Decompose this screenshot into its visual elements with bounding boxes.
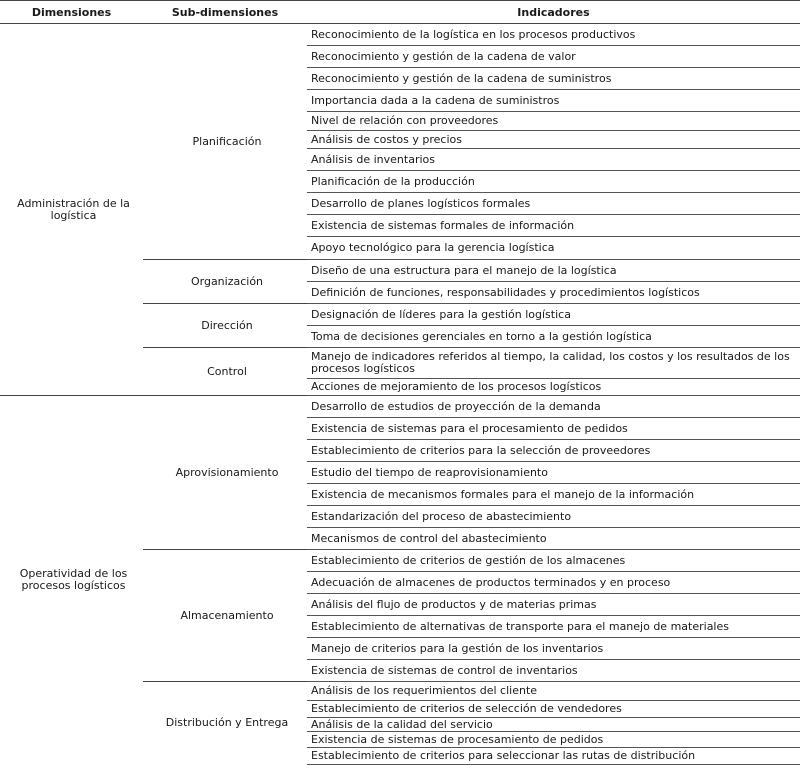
matrix-body [0, 24, 800, 765]
indicator-cell: Establecimiento de criterios de selección de vendedores [307, 701, 800, 718]
indicator-cell: Análisis de costos y precios [307, 131, 800, 149]
indicator-cell: Análisis de los requerimientos del cliente [307, 682, 800, 701]
indicator-cell: Existencia de sistemas de procesamiento de pedidos [307, 732, 800, 748]
indicator-cell: Estandarización del proceso de abastecimiento [307, 506, 800, 528]
subdimension-cell: Control [143, 348, 307, 396]
table-row [0, 24, 800, 46]
indicator-cell: Reconocimiento de la logística en los procesos productivos [307, 24, 800, 46]
indicator-cell: Nivel de relación con proveedores [307, 112, 800, 131]
indicator-cell: Adecuación de almacenes de productos terminados y en proceso [307, 572, 800, 594]
header-subdimensions: Sub-dimensiones [143, 1, 307, 24]
indicator-cell: Existencia de mecanismos formales para el manejo de la información [307, 484, 800, 506]
indicator-cell: Mecanismos de control del abastecimiento [307, 528, 800, 550]
subdimension-cell: Organización [143, 260, 307, 304]
indicator-cell: Definición de funciones, responsabilidades y procedimientos logísticos [307, 282, 800, 304]
dimension-cell: Administración de la logística [0, 24, 143, 396]
indicator-cell: Manejo de criterios para la gestión de los inventarios [307, 638, 800, 660]
table-row [0, 396, 800, 418]
indicator-cell: Existencia de sistemas de control de inventarios [307, 660, 800, 682]
indicator-cell: Planificación de la producción [307, 171, 800, 193]
subdimension-cell: Almacenamiento [143, 550, 307, 682]
indicator-cell: Reconocimiento y gestión de la cadena de suministros [307, 68, 800, 90]
indicator-cell: Acciones de mejoramiento de los procesos logísticos [307, 379, 800, 396]
indicator-cell: Análisis del flujo de productos y de materias primas [307, 594, 800, 616]
indicator-cell: Reconocimiento y gestión de la cadena de valor [307, 46, 800, 68]
subdimension-cell: Distribución y Entrega [143, 682, 307, 765]
indicator-cell: Existencia de sistemas para el procesamiento de pedidos [307, 418, 800, 440]
indicator-cell: Existencia de sistemas formales de información [307, 215, 800, 237]
indicator-cell: Toma de decisiones gerenciales en torno a la gestión logística [307, 326, 800, 348]
header-row [0, 1, 800, 24]
indicator-cell: Análisis de inventarios [307, 149, 800, 171]
header-indicators: Indicadores [307, 1, 800, 24]
dimension-cell: Operatividad de los procesos logísticos [0, 396, 143, 765]
indicator-cell: Establecimiento de criterios para seleccionar las rutas de distribución [307, 748, 800, 765]
header-dimensions: Dimensiones [0, 1, 143, 24]
indicator-cell: Establecimiento de criterios para la selección de proveedores [307, 440, 800, 462]
indicator-cell: Estudio del tiempo de reaprovisionamiento [307, 462, 800, 484]
subdimension-cell: Planificación [143, 24, 307, 260]
indicator-cell: Designación de líderes para la gestión logística [307, 304, 800, 326]
subdimension-cell: Dirección [143, 304, 307, 348]
subdimension-cell: Aprovisionamiento [143, 396, 307, 550]
indicator-cell: Diseño de una estructura para el manejo de la logística [307, 260, 800, 282]
indicator-cell: Desarrollo de planes logísticos formales [307, 193, 800, 215]
indicator-cell: Desarrollo de estudios de proyección de la demanda [307, 396, 800, 418]
indicator-cell: Importancia dada a la cadena de suministros [307, 90, 800, 112]
indicator-cell: Establecimiento de criterios de gestión de los almacenes [307, 550, 800, 572]
indicator-cell: Apoyo tecnológico para la gerencia logística [307, 237, 800, 260]
indicator-cell: Análisis de la calidad del servicio [307, 718, 800, 732]
indicator-cell: Establecimiento de alternativas de transporte para el manejo de materiales [307, 616, 800, 638]
indicator-cell: Manejo de indicadores referidos al tiempo, la calidad, los costos y los resultados de los procesos logísticos [307, 348, 800, 379]
